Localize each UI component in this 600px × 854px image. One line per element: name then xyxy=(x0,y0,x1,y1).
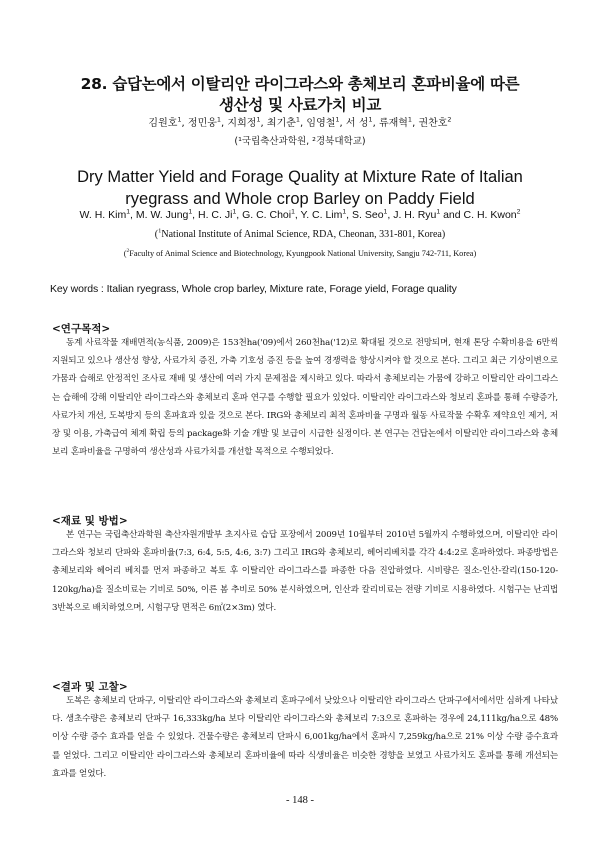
section-body-objective: 동계 사료작물 재배면적(농식품, 2009)은 153천ha('09)에서 260천ha('12)로 확대될 것으로 전망되며, 현재 톤당 수확비용을 6만씩 지원되고 있으나 생산성 향상, 사료가치 증진, 가축 기호성 증진 등을 높여 경쟁력을 향상시켜야 할 것으로 본다. 그리고 최근 기상이변으로 가뭄과 습해로 안정적인 조사료 재배 및 생산에 여러 가지 문제점을 제시하고 있다. 따라서 총체보리는 가뭄에 강하고 이탈리안 라이그라스는 습해에 강해 이탈리안 라이그라스와 총체보리 혼파 연구를 수행할 필요가 있었다. 이탈리안 라이그라스와 청보리 혼파를 통해 수량증가, 사료가치 개선, 도복방지 등의 혼파효과 있을 것으로 본다. IRG와 총체보리 최적 혼파비율 구명과 월동 사료작물 수확후 제약요인 제거, 저장 및 이용, 가축급여 체계 확립 등의 package화 기술 개발 및 보급이 시급한 실정이다. 본 연구는 건답논에서 이탈리안 라이그라스와 총체보리 혼파비율을 구명하여 생산성과 사료가치를 개선할 목적으로 수행되었다. xyxy=(52,338,558,458)
english-author: W. H. Kim$^1$, xyxy=(79,208,133,221)
english-author: C. H. Kwon$^2$ xyxy=(463,208,521,221)
page-number: - 148 - xyxy=(286,795,314,806)
korean-author: 서 성$^1$, xyxy=(345,115,376,129)
english-author: G. C. Choi$^1$, xyxy=(242,208,298,221)
korean-author: 임영철$^1$, xyxy=(306,115,343,129)
english-title-line-1: Dry Matter Yield and Forage Quality at Mixture Rate of Italian xyxy=(77,168,523,186)
korean-authors xyxy=(40,117,560,131)
keywords: Key words : Italian ryegrass, Whole crop barley, Mixture rate, Forage yield, Forage quality xyxy=(50,283,457,295)
english-title-line-2: ryegrass and Whole crop Barley on Paddy Field xyxy=(125,190,475,208)
english-author: H. C. Ji$^1$, xyxy=(198,208,240,221)
english-affiliation-2: ($^2$Faculty of Animal Science and Biotechnology, Kyungpook National University, Sangju 742-711, Korea) xyxy=(123,248,477,258)
english-author: Y. C. Lim$^1$, xyxy=(300,208,350,221)
section-heading-methods: <재료 및 방법> xyxy=(52,515,128,527)
section-heading-results: <결과 및 고찰> xyxy=(52,681,128,693)
english-title xyxy=(40,166,560,210)
section-heading-objective: <연구목적> xyxy=(52,323,111,335)
korean-title xyxy=(40,74,560,116)
korean-author: 지희정$^1$, xyxy=(227,115,264,129)
english-author: M. W. Jung$^1$, xyxy=(135,208,196,221)
english-authors xyxy=(30,208,570,222)
english-author: S. Seo$^1$, xyxy=(352,208,391,221)
korean-title-line-1: 28. 습답논에서 이탈리안 라이그라스와 총체보리 혼파비율에 따른 xyxy=(80,75,520,93)
english-author: J. H. Ryu$^1$ xyxy=(393,208,441,221)
korean-author: 정민웅$^1$, xyxy=(187,115,225,129)
english-affiliation-1: ($^1$National Institute of Animal Science, RDA, Cheonan, 331-801, Korea) xyxy=(154,227,446,240)
korean-author: 김원호$^1$, xyxy=(148,115,185,129)
section-body-results: 도복은 총체보리 단파구, 이탈리안 라이그라스와 총체보리 혼파구에서 낮았으나 이탈리안 라이그라스 단파구에서에서만 심하게 나타났다. 생초수량은 총체보리 단파구 16,333kg/ha 보다 이탈리안 라이그라스와 총체보리 7:3으로 혼파하는 경우에 24,111kg/ha으로 48% 이상 수량 증수 효과를 얻을 수 있었다. 건물수량은 총체보리 단파시 6,001kg/ha에서 혼파시 7,259kg/ha으로 21% 이상 수량 증수효과를 얻었다. 그리고 이탈리안 라이그라스와 총체보리 혼파비율에 따라 식생비율은 비슷한 경향을 보였고 사료가치도 혼파를 통해 개선되는 효과를 얻었다. xyxy=(52,696,558,779)
korean-title-line-2: 생산성 및 사료가치 비교 xyxy=(218,96,382,114)
korean-author: 권찬호$^2$ xyxy=(418,115,452,129)
section-body-methods: 본 연구는 국립축산과학원 축산자원개발부 초지사료 습답 포장에서 2009년 10월부터 2010년 5월까지 수행하였으며, 이탈리안 라이그라스와 청보리 단파와 혼파비율(7:3, 6:4, 5:5, 4:6, 3:7) 그리고 IRG와 총체보리, 헤어리베치를 각각 4:4:2로 혼파하였다. 파종방법은 총체보리와 헤어리 베치를 먼저 파종하고 복토 후 이탈리안 라이그라스를 파종한 다음 진압하였다. 시비량은 질소-인산-칼리(150-120-120kg/ha)을 질소비료는 기비로 50%, 이른 봄 추비로 50% 분시하였으며, 인산과 칼리비료는 전량 기비로 시용하였다. 시험구는 난괴법 3반복으로 배치하였으며, 시험구당 면적은 6㎡(2×3m) 였다. xyxy=(52,530,558,613)
korean-affiliation: (¹국립축산과학원, ²경북대학교) xyxy=(234,136,366,147)
english-author-conjunction: and xyxy=(443,209,461,221)
korean-author: 최기춘$^1$, xyxy=(266,115,304,129)
korean-author: 류재혁$^1$, xyxy=(378,115,416,129)
